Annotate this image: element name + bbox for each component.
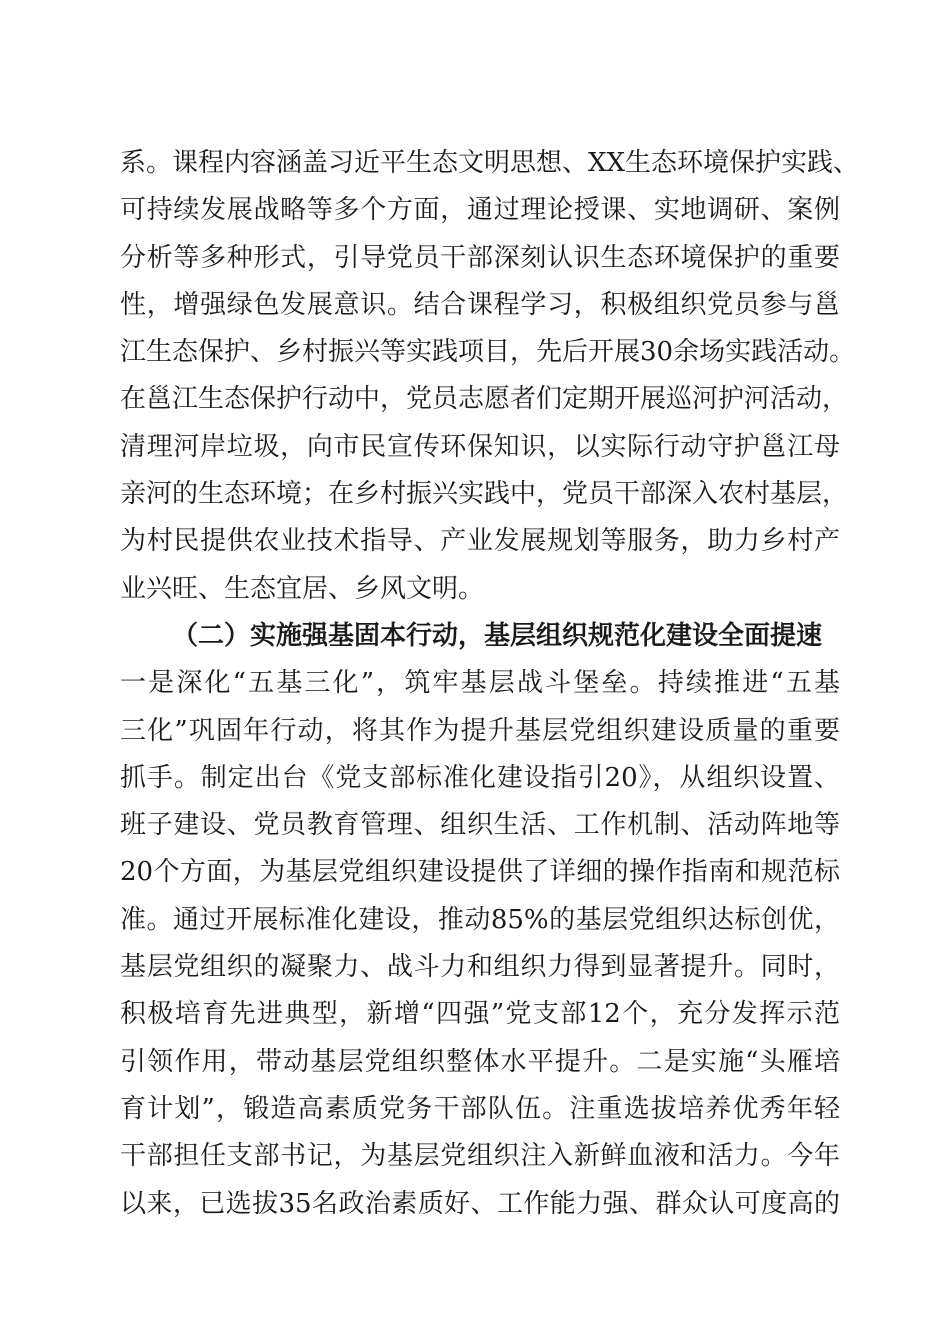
text-line: 一是深化“五基三化”，筑牢基层战斗堡垒。持续推进“五基 [120,668,840,699]
text-line: 江生态保护、乡村振兴等实践项目，先后开展30余场实践活动。 [120,337,856,368]
paragraph-end-line: 业兴旺、生态宜居、乡风文明。 [120,573,485,604]
text-line: 积极培育先进典型，新增“四强”党支部12个，充分发挥示范 [120,999,840,1030]
text-line: 可持续发展战略等多个方面，通过理论授课、实地调研、案例 [120,195,840,226]
text-line: 准。通过开展标准化建设，推动85%的基层党组织达标创优， [120,904,840,935]
body-text [120,140,860,1228]
text-line: 20个方面，为基层党组织建设提供了详细的操作指南和规范标 [120,857,840,888]
text-line: 性，增强绿色发展意识。结合课程学习，积极组织党员参与邕 [120,289,840,320]
text-line: 在邕江生态保护行动中，党员志愿者们定期开展巡河护河活动， [120,384,849,415]
section-heading: （二）实施强基固本行动，基层组织规范化建设全面提速 [172,620,823,651]
text-line: 亲河的生态环境；在乡村振兴实践中，党员干部深入农村基层， [120,479,849,510]
text-line: 清理河岸垃圾，向市民宣传环保知识，以实际行动守护邕江母 [120,431,840,462]
text-line: 基层党组织的凝聚力、战斗力和组织力得到显著提升。同时， [120,952,840,983]
text-line: 为村民提供农业技术指导、产业发展规划等服务，助力乡村产 [120,526,840,557]
text-line: 系。课程内容涵盖习近平生态文明思想、XX生态环境保护实践、 [120,148,860,178]
text-line: 分析等多种形式，引导党员干部深刻认识生态环境保护的重要 [120,242,840,273]
text-line: 抓手。制定出台《党支部标准化建设指引20》，从组织设置、 [120,762,840,793]
text-line: 育计划”，锻造高素质党务干部队伍。注重选拔培养优秀年轻 [120,1093,840,1124]
text-line: 干部担任支部书记，为基层党组织注入新鲜血液和活力。今年 [120,1141,840,1172]
text-line: 三化”巩固年行动，将其作为提升基层党组织建设质量的重要 [120,715,840,746]
text-line: 班子建设、党员教育管理、组织生活、工作机制、活动阵地等 [120,810,840,841]
text-line: 引领作用，带动基层党组织整体水平提升。二是实施“头雁培 [120,1046,840,1077]
text-line: 以来，已选拔35名政治素质好、工作能力强、群众认可度高的 [120,1188,840,1219]
